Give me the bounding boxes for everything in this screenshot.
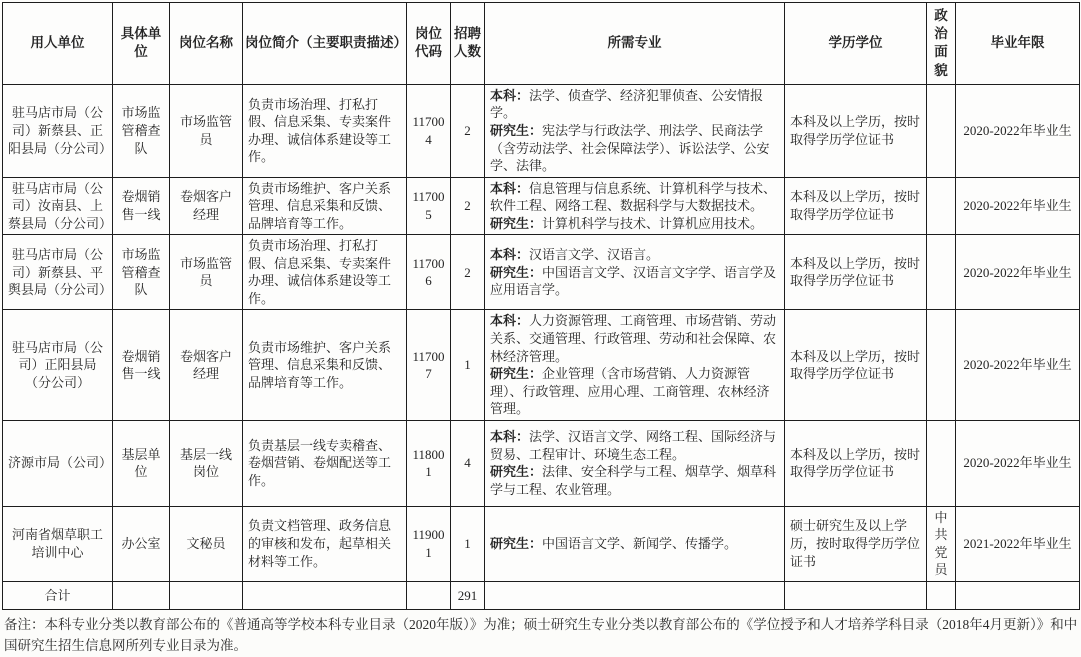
total-empty-cell: [956, 581, 1080, 609]
column-header: 毕业年限: [956, 3, 1080, 85]
graduation-years-cell: 2020-2022年毕业生: [956, 177, 1080, 235]
position-name-cell: 基层一线岗位: [170, 420, 243, 506]
majors-cell: [485, 84, 785, 177]
column-header: 岗位名称: [170, 3, 243, 85]
headcount-cell: 2: [451, 177, 485, 235]
employer-cell: 河南省烟草职工培训中心: [3, 506, 113, 581]
degree-requirement-cell: 本科及以上学历，按时取得学历学位证书: [785, 177, 927, 235]
majors-cell: [485, 235, 785, 310]
column-header: 岗位简介（主要职责描述）: [243, 3, 407, 85]
graduation-years-cell: 2020-2022年毕业生: [956, 235, 1080, 310]
headcount-cell: 4: [451, 420, 485, 506]
position-code-cell: 119001: [407, 506, 451, 581]
grad-majors-line: 研究生：中国语言文学、新闻学、传播学。: [490, 536, 738, 552]
undergrad-majors-line: 本科：人力资源管理、工商管理、市场营销、劳动关系、交通管理、行政管理、劳动和社会保障、农林经济管理。: [490, 313, 777, 364]
headcount-cell: 1: [451, 506, 485, 581]
majors-cell: [485, 310, 785, 420]
political-status-cell: 中共党员: [927, 506, 956, 581]
job-row: [3, 177, 1080, 235]
position-name-cell: 文秘员: [170, 506, 243, 581]
column-header: 学历学位: [785, 3, 927, 85]
degree-requirement-cell: 硕士研究生及以上学历，按时取得学历学位证书: [785, 506, 927, 581]
headcount-cell: 2: [451, 84, 485, 177]
graduation-years-cell: 2020-2022年毕业生: [956, 420, 1080, 506]
degree-requirement-cell: 本科及以上学历，按时取得学历学位证书: [785, 310, 927, 420]
column-header: 具体单位: [113, 3, 170, 85]
column-header: 岗位代码: [407, 3, 451, 85]
footnote: 备注：本科专业分类以教育部公布的《普通高等学校本科专业目录（2020年版）》为准；硕士研究生专业分类以教育部公布的《学位授予和人才培养学科目录（2018年4月更新）》和中国研究生招生信息网所列专业目录为准。: [4, 616, 1078, 653]
job-description-cell: 负责市场维护、客户关系管理、信息采集和反馈、品牌培育等工作。: [243, 177, 407, 235]
job-description-cell: 负责文档管理、政务信息的审核和发布，起草相关材料等工作。: [243, 506, 407, 581]
graduation-years-cell: 2020-2022年毕业生: [956, 84, 1080, 177]
job-description-cell: 负责市场维护、客户关系管理、信息采集和反馈、品牌培育等工作。: [243, 310, 407, 420]
total-empty-cell: [785, 581, 927, 609]
undergrad-majors-line: 本科：信息管理与信息系统、计算机科学与技术、软件工程、网络工程、数据科学与大数据技术。: [490, 180, 777, 214]
undergrad-majors-line: 本科：汉语言文学、汉语言。: [490, 247, 660, 263]
political-status-cell: [927, 235, 956, 310]
position-name-cell: 市场监管员: [170, 235, 243, 310]
employer-cell: 驻马店市局（公司）汝南县、上蔡县局（分公司）: [3, 177, 113, 235]
total-empty-cell: [485, 581, 785, 609]
total-empty-cell: [243, 581, 407, 609]
position-code-cell: 117005: [407, 177, 451, 235]
employer-cell: 济源市局（公司）: [3, 420, 113, 506]
undergrad-majors-line: 本科：法学、汉语言文学、网络工程、国际经济与贸易、工程审计、环境生态工程。: [490, 429, 777, 462]
column-header: 用人单位: [3, 3, 113, 85]
grad-majors-line: 研究生：宪法学与行政法学、刑法学、民商法学（含劳动法学、社会保障法学）、诉讼法学、公安学、法律。: [490, 122, 770, 174]
table-header-row: [3, 3, 1080, 85]
position-name-cell: 市场监管员: [170, 84, 243, 177]
unit-cell: 市场监管稽查队: [113, 235, 170, 310]
total-row: [3, 581, 1080, 609]
majors-cell: [485, 177, 785, 235]
undergrad-majors-line: 本科：法学、侦查学、经济犯罪侦查、公安情报学。: [490, 87, 764, 121]
column-header: 所需专业: [485, 3, 785, 85]
position-name-cell: 卷烟客户经理: [170, 310, 243, 420]
unit-cell: 市场监管稽查队: [113, 84, 170, 177]
job-description-cell: 负责基层一线专卖稽查、卷烟营销、卷烟配送等工作。: [243, 420, 407, 506]
unit-cell: 基层单位: [113, 420, 170, 506]
total-label: 合计: [3, 581, 113, 609]
column-header: 政治面貌: [927, 3, 956, 85]
total-empty-cell: [407, 581, 451, 609]
unit-cell: 办公室: [113, 506, 170, 581]
position-code-cell: 117006: [407, 235, 451, 310]
column-header: 招聘人数: [451, 3, 485, 85]
grad-majors-line: 研究生：企业管理（含市场营销、人力资源管理）、行政管理、应用心理、工商管理、农林经济管理。: [490, 366, 770, 417]
employer-cell: 驻马店市局（公司）新蔡县、正阳县局（分公司）: [3, 84, 113, 177]
headcount-cell: 1: [451, 310, 485, 420]
political-status-cell: [927, 84, 956, 177]
position-name-cell: 卷烟客户经理: [170, 177, 243, 235]
recruitment-table: [2, 2, 1080, 610]
total-empty-cell: [170, 581, 243, 609]
graduation-years-cell: 2021-2022年毕业生: [956, 506, 1080, 581]
degree-requirement-cell: 本科及以上学历，按时取得学历学位证书: [785, 420, 927, 506]
graduation-years-cell: 2020-2022年毕业生: [956, 310, 1080, 420]
political-status-cell: [927, 310, 956, 420]
majors-cell: [485, 420, 785, 506]
political-status-cell: [927, 420, 956, 506]
job-row: [3, 420, 1080, 506]
unit-cell: 卷烟销售一线: [113, 177, 170, 235]
unit-cell: 卷烟销售一线: [113, 310, 170, 420]
total-empty-cell: [927, 581, 956, 609]
total-count: 291: [451, 581, 485, 609]
grad-majors-line: 研究生：计算机科学与技术、计算机应用技术。: [490, 215, 764, 231]
job-row: [3, 310, 1080, 420]
position-code-cell: 117004: [407, 84, 451, 177]
employer-cell: 驻马店市局（公司）新蔡县、平舆县局（分公司）: [3, 235, 113, 310]
total-empty-cell: [113, 581, 170, 609]
employer-cell: 驻马店市局（公司）正阳县局（分公司）: [3, 310, 113, 420]
majors-cell: [485, 506, 785, 581]
position-code-cell: 118001: [407, 420, 451, 506]
job-row: [3, 506, 1080, 581]
job-description-cell: 负责市场治理、打私打假、信息采集、专卖案件办理、诚信体系建设等工作。: [243, 84, 407, 177]
job-description-cell: 负责市场治理、打私打假、信息采集、专卖案件办理、诚信体系建设等工作。: [243, 235, 407, 310]
job-row: [3, 84, 1080, 177]
grad-majors-line: 研究生：法律、安全科学与工程、烟草学、烟草科学与工程、农业管理。: [490, 464, 777, 497]
job-row: [3, 235, 1080, 310]
degree-requirement-cell: 本科及以上学历，按时取得学历学位证书: [785, 235, 927, 310]
grad-majors-line: 研究生：中国语言文学、汉语言文字学、语言学及应用语言学。: [490, 264, 777, 298]
headcount-cell: 2: [451, 235, 485, 310]
position-code-cell: 117007: [407, 310, 451, 420]
degree-requirement-cell: 本科及以上学历，按时取得学历学位证书: [785, 84, 927, 177]
political-status-cell: [927, 177, 956, 235]
